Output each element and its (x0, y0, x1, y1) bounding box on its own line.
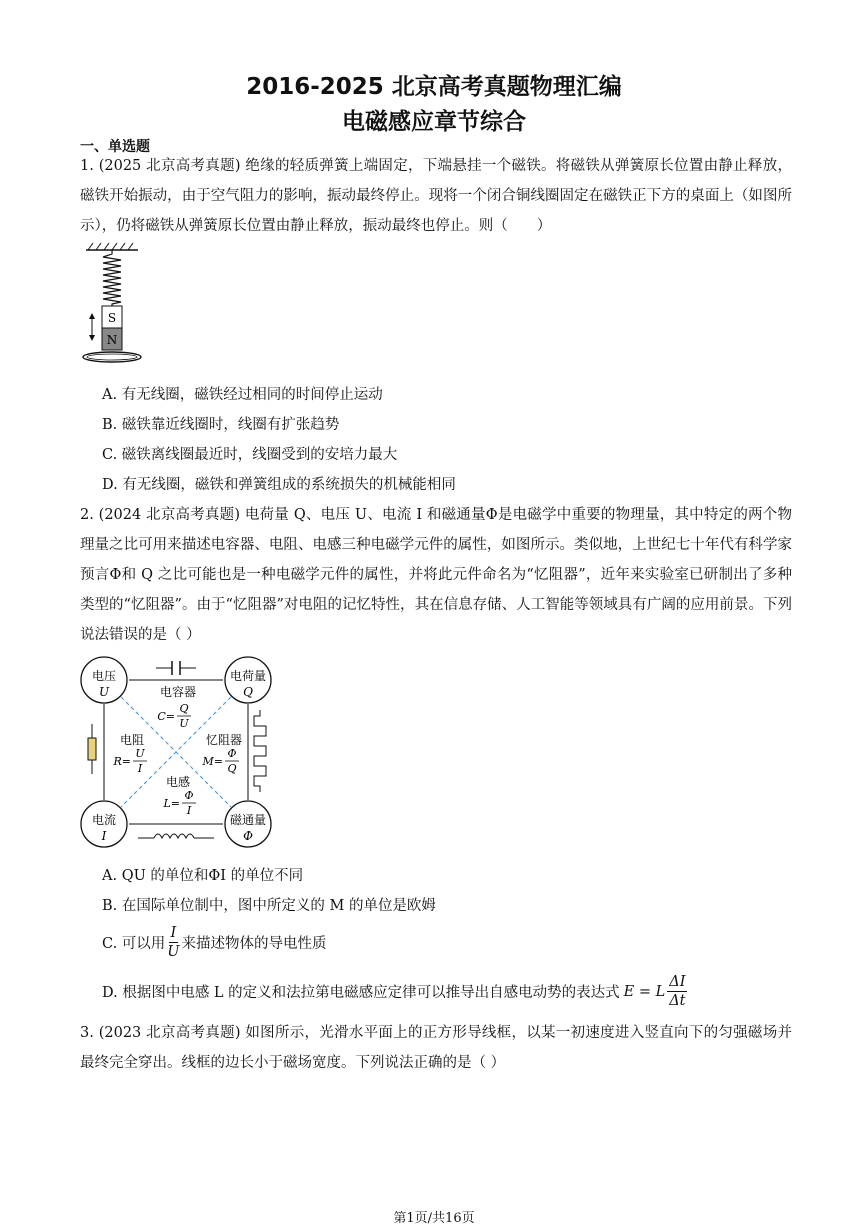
pole-s-label: S (107, 311, 117, 325)
pole-n-label: N (106, 333, 118, 347)
node-voltage-label: 电压 (91, 669, 117, 683)
q2-option-c-fraction (167, 924, 179, 961)
spring (103, 250, 121, 306)
inductor-eq: L= (163, 797, 180, 810)
node-voltage-symbol: U (98, 685, 110, 699)
node-charge-label: 电荷量 (229, 669, 267, 683)
memristor-icon (254, 710, 266, 792)
question-3-text: 3. (2023 北京高考真题) 如图所示，光滑水平面上的正方形导线框，以某一初速度进入竖直向下的匀强磁场并最终完全穿出。线框的边长小于磁场宽度。下列说法正确的是（ ） (80, 1025, 792, 1071)
section-heading: 一、单选题 (80, 139, 150, 155)
page-footer: 第1页/共16页 (393, 1211, 475, 1226)
inductor-num: Φ (184, 789, 194, 802)
q2-option-d-eq: E = L (623, 983, 666, 1000)
q2-option-c-prefix: C. 可以用 (102, 936, 166, 952)
memristor-den: Q (227, 762, 237, 775)
q2-option-d-denominator: Δt (669, 993, 686, 1009)
resistor-icon (88, 724, 96, 774)
node-charge-symbol: Q (243, 685, 253, 699)
inductor-den: I (186, 804, 192, 817)
q2-option-d-numerator: ΔI (669, 974, 686, 990)
magnet-spring-figure (76, 240, 148, 370)
q2-option-c-suffix: 来描述物体的导电性质 (181, 936, 327, 952)
capacitor-num: Q (179, 702, 189, 715)
node-flux-symbol: Φ (243, 829, 253, 843)
inductor-label: 电感 (165, 775, 191, 789)
memristor-num: Φ (227, 747, 237, 760)
q2-option-a: A. QU 的单位和ΦI 的单位不同 (102, 868, 304, 884)
ceiling-hatch (86, 243, 138, 250)
document-title: 2016-2025 北京高考真题物理汇编 (246, 74, 622, 100)
document-subtitle: 电磁感应章节综合 (342, 109, 526, 135)
capacitor-icon (156, 661, 196, 675)
node-current-symbol: I (101, 829, 107, 843)
electromagnetic-elements-diagram (78, 652, 274, 852)
q2-option-b: B. 在国际单位制中，图中所定义的 M 的单位是欧姆 (102, 898, 436, 914)
double-arrow-icon (89, 313, 95, 341)
q1-option-b: B. 磁铁靠近线圈时，线圈有扩张趋势 (102, 417, 340, 433)
q1-option-c: C. 磁铁离线圈最近时，线圈受到的安培力最大 (102, 447, 398, 463)
capacitor-den: U (179, 717, 189, 730)
q1-option-a: A. 有无线圈，磁铁经过相同的时间停止运动 (102, 387, 383, 403)
memristor-label: 忆阻器 (205, 733, 243, 747)
q1-option-d: D. 有无线圈，磁铁和弹簧组成的系统损失的机械能相同 (102, 477, 456, 493)
q2-option-c-denominator: U (167, 944, 180, 960)
question-1-text: 1. (2025 北京高考真题) 绝缘的轻质弹簧上端固定，下端悬挂一个磁铁。将磁铁从弹簧原长位置由静止释放，磁铁开始振动，由于空气阻力的影响，振动最终停止。现将一个闭合铜线圈固定在磁铁正下方的桌面上（如图所示），仍将磁铁从弹簧原长位置由静止释放，振动最终也停止。则（ ） (80, 158, 792, 234)
q2-option-d (102, 973, 689, 1010)
q2-option-c-numerator: I (170, 925, 177, 941)
resistor-den: I (137, 762, 143, 775)
copper-coil (83, 352, 141, 362)
resistor-num: U (135, 747, 145, 760)
node-current-label: 电流 (91, 813, 117, 827)
node-flux-label: 磁通量 (229, 813, 267, 827)
question-2-text: 2. (2024 北京高考真题) 电荷量 Q、电压 U、电流 I 和磁通量Φ是电磁学中重要的物理量，其中特定的两个物理量之比可用来描述电容器、电阻、电感三种电磁学元件的属性，如图所示。类似地，上世纪七十年代有科学家预言Φ和 Q 之比可能也是一种电磁学元件的属性，并将此元件命名为“忆阻器”，近年来实验室已研制出了多种类型的“忆阻器”。由于“忆阻器”对电阻的记忆特性，其在信息存储、人工智能等领域具有广阔的应用前景。下列说法错误的是（ ） (80, 507, 792, 643)
q2-option-c (102, 924, 327, 961)
inductor-icon (138, 834, 214, 838)
q2-option-d-prefix: D. 根据图中电感 L 的定义和法拉第电磁感应定律可以推导出自感电动势的表达式 (102, 985, 620, 1001)
memristor-eq: M= (202, 755, 223, 768)
resistor-eq: R= (113, 755, 131, 768)
capacitor-eq: C= (157, 710, 175, 723)
resistor-label: 电阻 (119, 733, 145, 747)
q2-option-d-fraction (667, 973, 687, 1010)
capacitor-label: 电容器 (159, 685, 197, 699)
